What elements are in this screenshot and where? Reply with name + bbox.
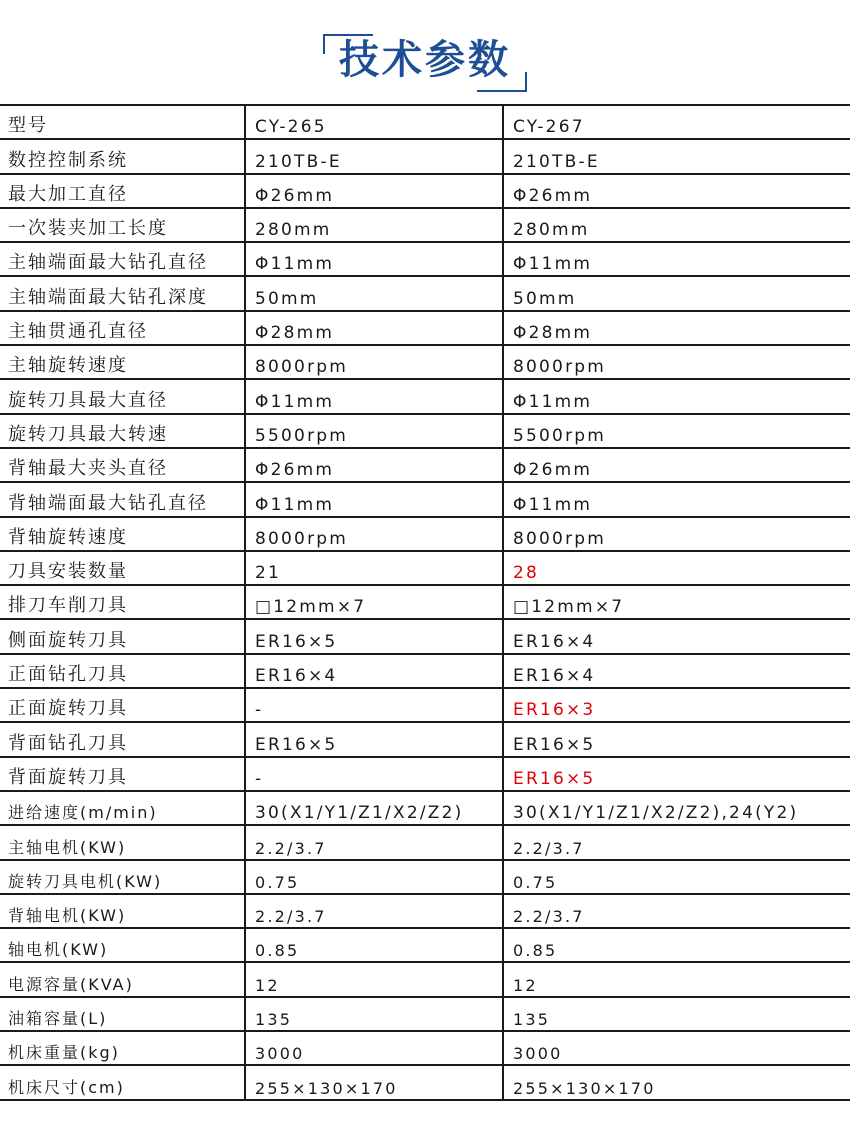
spec-label-cell: 一次装夹加工长度 (0, 208, 245, 242)
cy265-value-cell: 255×130×170 (245, 1065, 503, 1099)
cy265-value-cell: 135 (245, 997, 503, 1031)
spec-label-cell: 旋转刀具最大直径 (0, 379, 245, 413)
table-row (0, 242, 850, 276)
cy265-value-cell: 2.2/3.7 (245, 825, 503, 859)
cy265-value-cell: □12mm×7 (245, 585, 503, 619)
cy265-value-cell: 8000rpm (245, 345, 503, 379)
spec-label-cell: 背轴最大夹头直径 (0, 448, 245, 482)
spec-label-cell: 旋转刀具电机(KW) (0, 860, 245, 894)
spec-label-cell: 油箱容量(L) (0, 997, 245, 1031)
cy267-value-cell: 2.2/3.7 (503, 825, 850, 859)
spec-label-cell: 型号 (0, 105, 245, 139)
cy265-value-cell: 30(X1/Y1/Z1/X2/Z2) (245, 791, 503, 825)
table-row (0, 482, 850, 516)
spec-label-cell: 正面旋转刀具 (0, 688, 245, 722)
table-row (0, 619, 850, 653)
cy267-value-cell: Φ26mm (503, 448, 850, 482)
cy267-value-cell: ER16×5 (503, 757, 850, 791)
cy267-value-cell: 280mm (503, 208, 850, 242)
cy265-value-cell: 280mm (245, 208, 503, 242)
cy267-value-cell: 8000rpm (503, 517, 850, 551)
table-row (0, 894, 850, 928)
cy265-value-cell: 2.2/3.7 (245, 894, 503, 928)
cy267-value-cell: 50mm (503, 276, 850, 310)
cy265-value-cell: Φ11mm (245, 242, 503, 276)
cy265-value-cell: 21 (245, 551, 503, 585)
cy265-value-cell: ER16×4 (245, 654, 503, 688)
cy265-value-cell: 8000rpm (245, 517, 503, 551)
cy267-value-cell: ER16×5 (503, 722, 850, 756)
spec-label-cell: 背面旋转刀具 (0, 757, 245, 791)
cy265-value-cell: Φ26mm (245, 448, 503, 482)
table-row (0, 105, 850, 139)
spec-label-cell: 主轴电机(KW) (0, 825, 245, 859)
cy265-value-cell: 12 (245, 962, 503, 996)
cy267-value-cell: ER16×3 (503, 688, 850, 722)
spec-label-cell: 旋转刀具最大转速 (0, 414, 245, 448)
table-row (0, 757, 850, 791)
page-title: 技术参数 (339, 37, 511, 83)
cy267-value-cell: 30(X1/Y1/Z1/X2/Z2),24(Y2) (503, 791, 850, 825)
cy267-value-cell: 0.85 (503, 928, 850, 962)
spec-label-cell: 轴电机(KW) (0, 928, 245, 962)
table-row (0, 208, 850, 242)
cy267-value-cell: 8000rpm (503, 345, 850, 379)
cy265-value-cell: 3000 (245, 1031, 503, 1065)
table-row (0, 551, 850, 585)
cy265-value-cell: Φ26mm (245, 174, 503, 208)
spec-label-cell: 最大加工直径 (0, 174, 245, 208)
cy267-value-cell: Φ11mm (503, 242, 850, 276)
cy265-value-cell: ER16×5 (245, 619, 503, 653)
cy267-value-cell: 3000 (503, 1031, 850, 1065)
spec-label-cell: 背轴旋转速度 (0, 517, 245, 551)
cy267-value-cell: Φ11mm (503, 379, 850, 413)
cy267-value-cell: 210TB-E (503, 139, 850, 173)
title-bracket-bottom-right (477, 72, 527, 92)
cy267-value-cell: □12mm×7 (503, 585, 850, 619)
cy267-value-cell: 135 (503, 997, 850, 1031)
table-row (0, 825, 850, 859)
cy267-value-cell: 5500rpm (503, 414, 850, 448)
cy265-value-cell: 5500rpm (245, 414, 503, 448)
title-header (0, 0, 850, 104)
table-row (0, 345, 850, 379)
table-row (0, 139, 850, 173)
table-row (0, 448, 850, 482)
spec-label-cell: 背轴端面最大钻孔直径 (0, 482, 245, 516)
cy267-value-cell: 2.2/3.7 (503, 894, 850, 928)
cy265-value-cell: CY-265 (245, 105, 503, 139)
table-row (0, 722, 850, 756)
cy267-value-cell: 0.75 (503, 860, 850, 894)
cy267-value-cell: ER16×4 (503, 619, 850, 653)
spec-label-cell: 机床重量(kg) (0, 1031, 245, 1065)
spec-label-cell: 主轴贯通孔直径 (0, 311, 245, 345)
table-row (0, 928, 850, 962)
cy267-value-cell: Φ11mm (503, 482, 850, 516)
cy265-value-cell: Φ28mm (245, 311, 503, 345)
cy265-value-cell: Φ11mm (245, 379, 503, 413)
cy265-value-cell: - (245, 757, 503, 791)
cy265-value-cell: 50mm (245, 276, 503, 310)
spec-label-cell: 排刀车削刀具 (0, 585, 245, 619)
table-row (0, 791, 850, 825)
table-row (0, 688, 850, 722)
table-row (0, 517, 850, 551)
cy265-value-cell: 0.85 (245, 928, 503, 962)
table-row (0, 1065, 850, 1099)
spec-label-cell: 电源容量(KVA) (0, 962, 245, 996)
spec-label-cell: 刀具安装数量 (0, 551, 245, 585)
spec-label-cell: 主轴端面最大钻孔直径 (0, 242, 245, 276)
table-row (0, 311, 850, 345)
table-row (0, 860, 850, 894)
cy267-value-cell: Φ26mm (503, 174, 850, 208)
cy265-value-cell: 0.75 (245, 860, 503, 894)
cy267-value-cell: 255×130×170 (503, 1065, 850, 1099)
spec-table-body (0, 105, 850, 1100)
table-row (0, 585, 850, 619)
spec-label-cell: 数控控制系统 (0, 139, 245, 173)
spec-label-cell: 主轴端面最大钻孔深度 (0, 276, 245, 310)
spec-label-cell: 进给速度(m/min) (0, 791, 245, 825)
cy267-value-cell: 28 (503, 551, 850, 585)
cy265-value-cell: Φ11mm (245, 482, 503, 516)
table-row (0, 174, 850, 208)
spec-label-cell: 主轴旋转速度 (0, 345, 245, 379)
table-row (0, 997, 850, 1031)
spec-label-cell: 背面钻孔刀具 (0, 722, 245, 756)
cy267-value-cell: ER16×4 (503, 654, 850, 688)
cy267-value-cell: CY-267 (503, 105, 850, 139)
table-row (0, 1031, 850, 1065)
table-row (0, 414, 850, 448)
table-row (0, 379, 850, 413)
cy265-value-cell: - (245, 688, 503, 722)
cy267-value-cell: 12 (503, 962, 850, 996)
table-row (0, 654, 850, 688)
spec-label-cell: 正面钻孔刀具 (0, 654, 245, 688)
spec-label-cell: 背轴电机(KW) (0, 894, 245, 928)
table-row (0, 276, 850, 310)
spec-label-cell: 机床尺寸(cm) (0, 1065, 245, 1099)
spec-table (0, 104, 850, 1101)
spec-label-cell: 侧面旋转刀具 (0, 619, 245, 653)
cy265-value-cell: ER16×5 (245, 722, 503, 756)
cy267-value-cell: Φ28mm (503, 311, 850, 345)
cy265-value-cell: 210TB-E (245, 139, 503, 173)
table-row (0, 962, 850, 996)
